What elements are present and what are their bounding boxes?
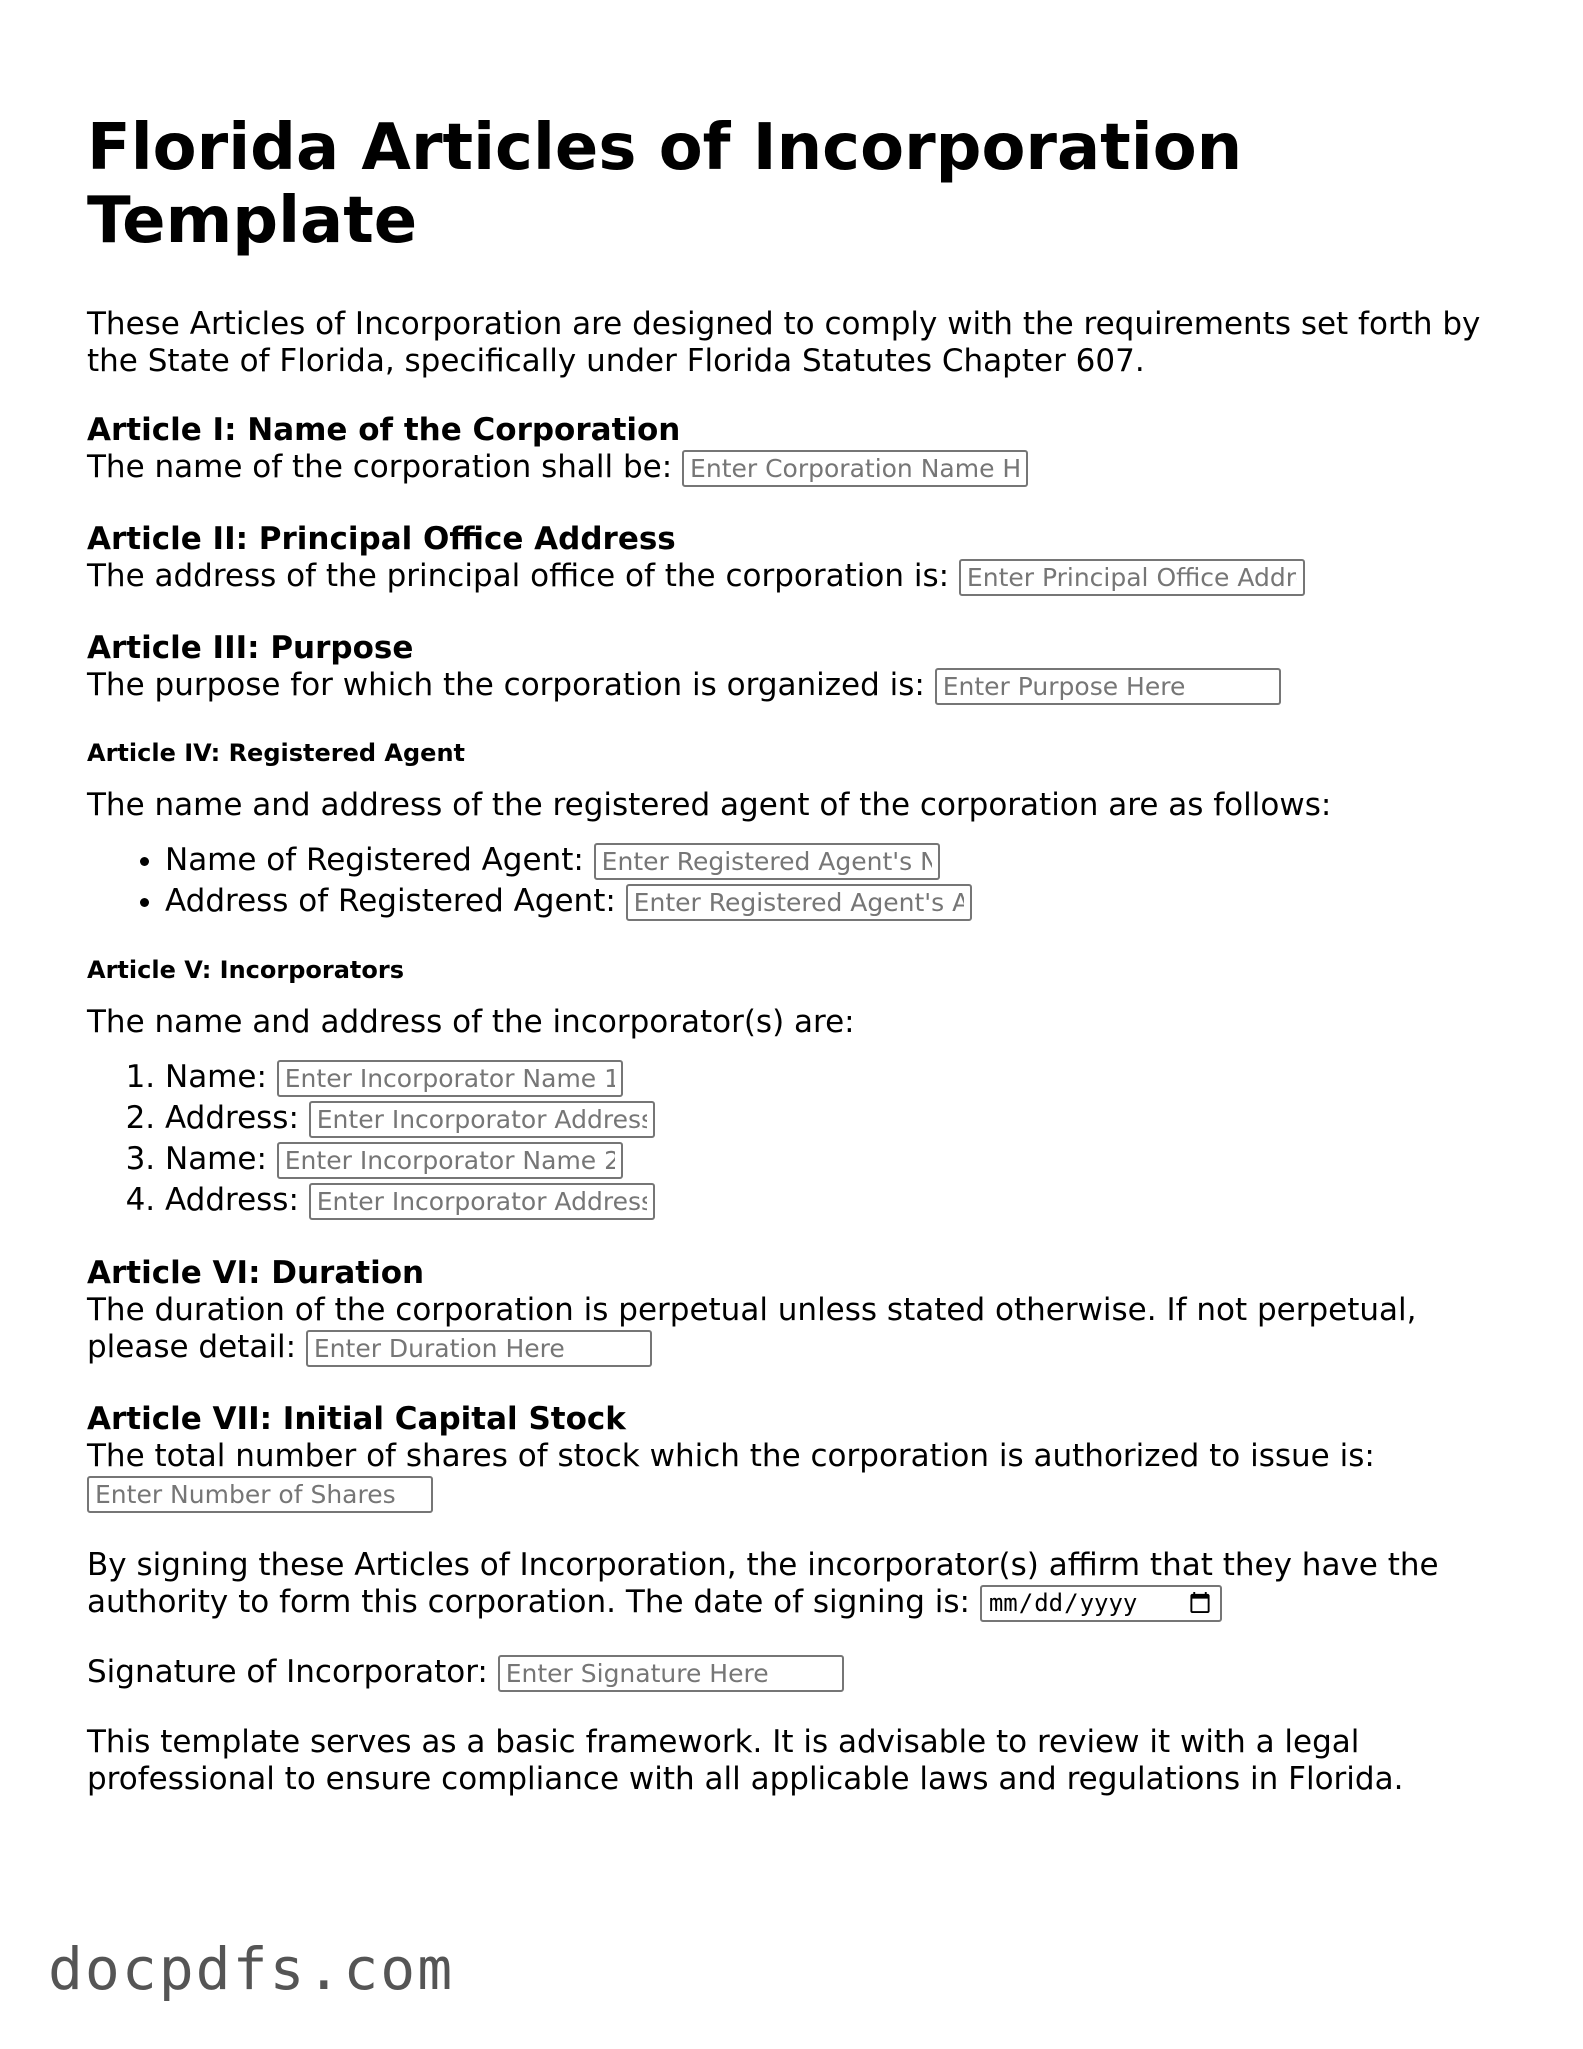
article-3 [87,630,1507,705]
article-4 [87,739,1507,922]
incorporator-2-name-label: Name: [165,1140,267,1177]
signature-label: Signature of Incorporator: [87,1653,488,1690]
signature-input[interactable] [498,1655,844,1692]
registered-agent-name-input[interactable] [594,843,940,880]
number-of-shares-input[interactable] [87,1476,433,1513]
article-1-text: The name of the corporation shall be: [87,449,673,485]
incorporators-list [87,1057,1507,1221]
list-item [165,1139,1507,1180]
registered-agent-address-label: Address of Registered Agent: [165,882,616,919]
article-5 [87,956,1507,1221]
incorporator-2-name-input[interactable] [277,1142,623,1179]
purpose-input[interactable] [935,668,1281,705]
article-7-heading: Article VII: Initial Capital Stock [87,1400,626,1437]
article-3-text-row [87,667,1507,705]
principal-office-address-input[interactable] [959,559,1305,596]
article-6-heading: Article VI: Duration [87,1254,425,1291]
corporation-name-input[interactable] [682,450,1028,487]
article-7-text: The total number of shares of stock which the corporation is authorized to issue is: [87,1437,1375,1474]
duration-input[interactable] [306,1330,652,1367]
article-6-text-row [87,1292,1507,1367]
list-item [165,1180,1507,1221]
article-6 [87,1255,1507,1367]
signing-date-input[interactable] [980,1585,1222,1622]
document-page [87,112,1507,1798]
signature-row [87,1654,1507,1692]
article-6-text: The duration of the corporation is perpetual unless stated otherwise. If not perpetual, please detail: [87,1291,1417,1365]
list-item [165,881,1507,922]
incorporator-1-name-label: Name: [165,1058,267,1095]
article-2-text: The address of the principal office of the corporation is: [87,558,950,594]
incorporator-1-name-input[interactable] [277,1060,623,1097]
article-1-heading: Article I: Name of the Corporation [87,412,681,448]
article-1 [87,412,1507,487]
list-item [165,840,1507,881]
article-5-text: The name and address of the incorporator(s) are: [87,1003,855,1040]
list-item [165,1057,1507,1098]
signing-text: By signing these Articles of Incorporation, the incorporator(s) affirm that they have the authority to form this corporation. The date of signing is: [87,1546,1439,1620]
article-5-heading: Article V: Incorporators [87,955,404,984]
incorporator-1-address-input[interactable] [309,1101,655,1138]
watermark: docpdfs.com [48,1935,455,2003]
registered-agent-name-label: Name of Registered Agent: [165,841,584,878]
incorporator-2-address-label: Address: [165,1181,299,1218]
article-4-text: The name and address of the registered agent of the corporation are as follows: [87,786,1332,823]
signing-paragraph [87,1547,1507,1622]
article-3-text: The purpose for which the corporation is organized is: [87,667,925,703]
article-7-text-row [87,1438,1507,1513]
page-title: Florida Articles of Incorporation Template [87,111,1243,258]
article-1-text-row [87,449,1507,487]
article-7 [87,1401,1507,1513]
list-item [165,1098,1507,1139]
article-4-heading: Article IV: Registered Agent [87,739,466,767]
incorporator-1-address-label: Address: [165,1099,299,1136]
footer-note: This template serves as a basic framework. It is advisable to review it with a legal professional to ensure compliance with all applicable laws and regulations in Florida. [87,1723,1404,1797]
article-2-text-row [87,558,1507,596]
registered-agent-list [87,840,1507,922]
intro-paragraph: These Articles of Incorporation are designed to comply with the requirements set forth by the State of Florida, specifically under Florida Statutes Chapter 607. [87,306,1481,379]
article-3-heading: Article III: Purpose [87,630,414,666]
article-2 [87,521,1507,596]
incorporator-2-address-input[interactable] [309,1183,655,1220]
article-2-heading: Article II: Principal Office Address [87,521,676,557]
registered-agent-address-input[interactable] [626,884,972,921]
